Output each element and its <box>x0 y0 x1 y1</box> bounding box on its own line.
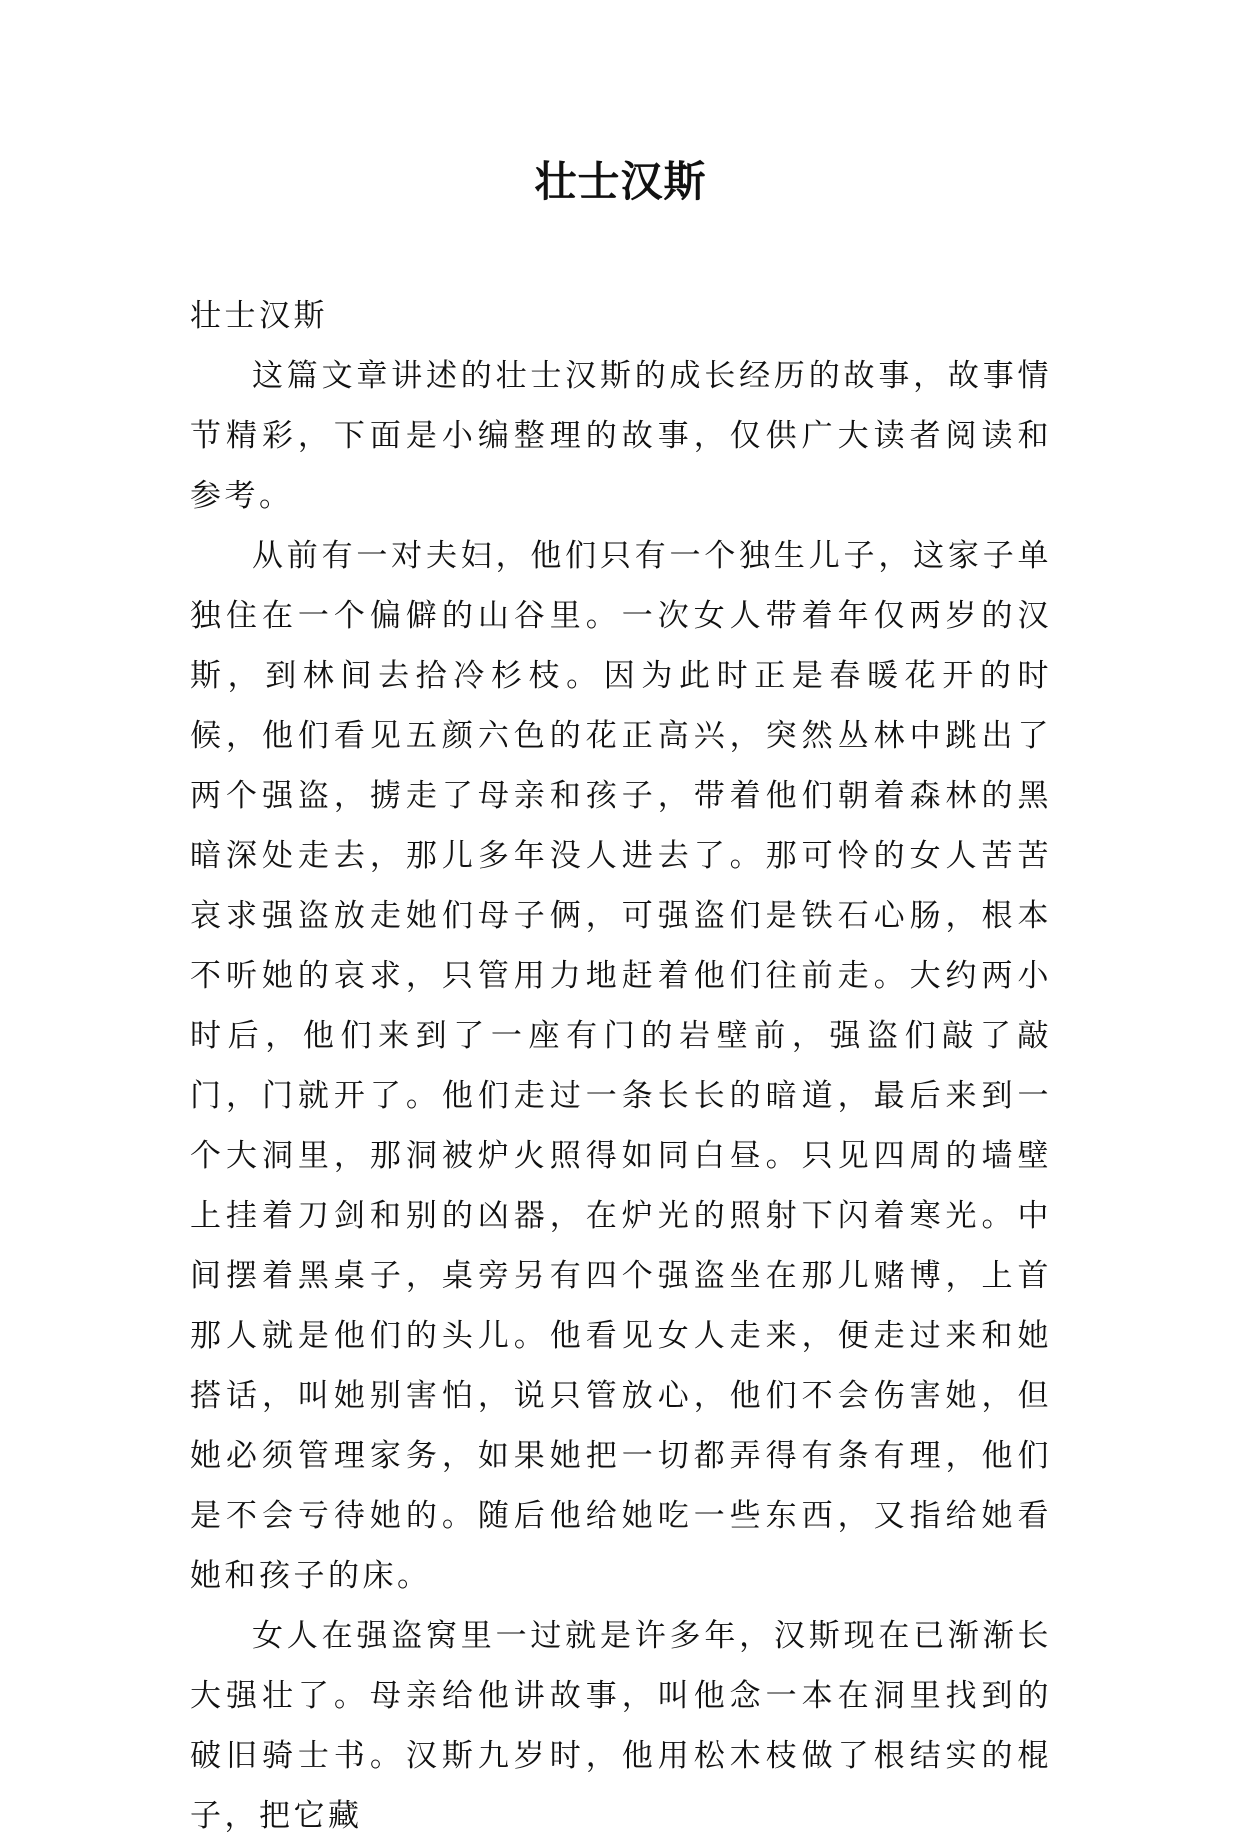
document-body <box>190 286 1052 1846</box>
document-subtitle: 壮士汉斯 <box>190 298 328 334</box>
paragraph-story-2: 女人在强盗窝里一过就是许多年，汉斯现在已渐渐长大强壮了。母亲给他讲故事，叫他念一本在洞里找到的破旧骑士书。汉斯九岁时，他用松木枝做了根结实的棍子，把它藏 <box>190 1618 1052 1834</box>
paragraph-story-1: 从前有一对夫妇，他们只有一个独生儿子，这家子单独住在一个偏僻的山谷里。一次女人带着年仅两岁的汉斯，到林间去拾冷杉枝。因为此时正是春暖花开的时候，他们看见五颜六色的花正高兴，突然丛林中跳出了两个强盗，掳走了母亲和孩子，带着他们朝着森林的黑暗深处走去，那儿多年没人进去了。那可怜的女人苦苦哀求强盗放走她们母子俩，可强盗们是铁石心肠，根本不听她的哀求，只管用力地赶着他们往前走。大约两小时后，他们来到了一座有门的岩壁前，强盗们敲了敲门，门就开了。他们走过一条长长的暗道，最后来到一个大洞里，那洞被炉火照得如同白昼。只见四周的墙壁上挂着刀剑和别的凶器，在炉光的照射下闪着寒光。中间摆着黑桌子，桌旁另有四个强盗坐在那儿赌博，上首那人就是他们的头儿。他看见女人走来，便走过来和她搭话，叫她别害怕，说只管放心，他们不会伤害她，但她必须管理家务，如果她把一切都弄得有条有理，他们是不会亏待她的。随后他给她吃一些东西，又指给她看她和孩子的床。 <box>190 538 1052 1594</box>
paragraph-intro: 这篇文章讲述的壮士汉斯的成长经历的故事，故事情节精彩，下面是小编整理的故事，仅供广大读者阅读和参考。 <box>190 358 1052 514</box>
document-title: 壮士汉斯 <box>534 157 707 206</box>
